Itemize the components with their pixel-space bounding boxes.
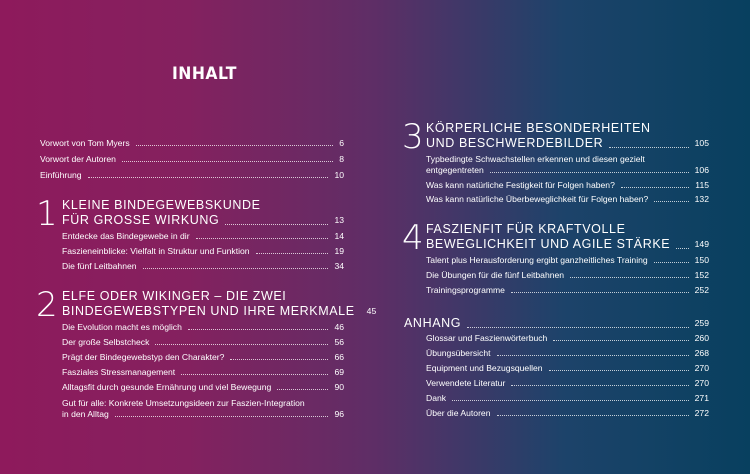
toc-entry-title: Glossar und Faszienwörterbuch xyxy=(426,333,548,343)
dot-leader xyxy=(155,344,328,345)
toc-entry-title: Equipment und Bezugsquellen xyxy=(426,363,543,373)
toc-page-number: 270 xyxy=(694,363,709,373)
dot-leader xyxy=(654,262,689,263)
toc-entry[interactable] xyxy=(62,352,344,363)
toc-entry-title: Die Evolution macht es möglich xyxy=(62,322,182,332)
toc-entry-title: Talent plus Herausforderung ergibt ganzheitliches Training xyxy=(426,255,648,265)
toc-entry[interactable] xyxy=(62,367,344,378)
appendix-title: ANHANG xyxy=(404,316,462,330)
toc-entry[interactable] xyxy=(426,285,709,296)
toc-entry-title: Einführung xyxy=(40,170,82,180)
chapter-title: FÜR GROSSE WIRKUNG xyxy=(62,213,220,227)
chapter-title-line-1[interactable] xyxy=(426,121,651,136)
toc-page-number: 66 xyxy=(334,352,344,362)
toc-page-number: 19 xyxy=(334,246,344,256)
toc-entry-title: Über die Autoren xyxy=(426,408,491,418)
chapter-title-line-1[interactable] xyxy=(426,222,626,237)
toc-page-number: 106 xyxy=(694,165,709,175)
toc-entry[interactable] xyxy=(62,246,344,257)
dot-leader xyxy=(256,253,329,254)
chapter-title: ELFE ODER WIKINGER – DIE ZWEI xyxy=(62,289,287,303)
toc-page-number: 105 xyxy=(694,138,709,148)
toc-entry[interactable] xyxy=(426,194,709,205)
dot-leader xyxy=(676,248,688,249)
dot-leader xyxy=(452,400,689,401)
toc-entry-title: Dank xyxy=(426,393,447,403)
toc-page-number: 8 xyxy=(339,154,344,164)
toc-entry-title: in den Alltag xyxy=(62,409,109,419)
dot-leader xyxy=(143,268,329,269)
toc-page-number: 152 xyxy=(694,270,709,280)
toc-page-number: 252 xyxy=(694,285,709,295)
toc-entry[interactable] xyxy=(426,348,709,359)
dot-leader xyxy=(230,359,328,360)
chapter-number: 4 xyxy=(402,218,424,258)
dot-leader xyxy=(497,415,689,416)
toc-entry[interactable] xyxy=(426,180,709,191)
dot-leader xyxy=(609,147,688,148)
toc-entry-title: Fasziales Stressmanagement xyxy=(62,367,176,377)
chapter-title-line-1[interactable] xyxy=(62,198,261,213)
toc-page-number: 132 xyxy=(694,194,709,204)
dot-leader xyxy=(553,340,688,341)
appendix-heading[interactable] xyxy=(404,316,709,331)
toc-entry-title: Faszieneinblicke: Vielfalt in Struktur und Funktion xyxy=(62,246,250,256)
dot-leader xyxy=(654,201,688,202)
toc-entry[interactable] xyxy=(426,363,709,374)
toc-entry[interactable] xyxy=(62,231,344,242)
chapter-title-line-1[interactable] xyxy=(62,289,286,304)
toc-page-number: 260 xyxy=(694,333,709,343)
toc-entry[interactable] xyxy=(62,409,344,420)
toc-entry-line-1[interactable] xyxy=(426,154,709,165)
toc-entry[interactable] xyxy=(426,255,709,266)
toc-entry[interactable] xyxy=(426,333,709,344)
toc-page-number: 69 xyxy=(334,367,344,377)
toc-page-number: 46 xyxy=(334,322,344,332)
toc-entry-title: Entdecke das Bindegewebe in dir xyxy=(62,231,190,241)
chapter-number: 3 xyxy=(402,117,424,157)
toc-entry[interactable] xyxy=(62,322,344,333)
toc-page-number: 34 xyxy=(334,261,344,271)
toc-entry[interactable] xyxy=(40,138,344,149)
dot-leader xyxy=(277,389,328,390)
dot-leader xyxy=(497,355,689,356)
dot-leader xyxy=(570,277,689,278)
toc-entry[interactable] xyxy=(62,382,344,393)
toc-entry-title: Die Übungen für die fünf Leitbahnen xyxy=(426,270,565,280)
toc-page-number: 13 xyxy=(334,215,344,225)
toc-entry-line-1[interactable] xyxy=(62,398,344,409)
dot-leader xyxy=(196,238,329,239)
toc-entry-title: Alltagsfit durch gesunde Ernährung und viel Bewegung xyxy=(62,382,272,392)
toc-entry-title: entgegentreten xyxy=(426,165,484,175)
dot-leader xyxy=(467,327,689,328)
toc-page-number: 10 xyxy=(334,170,344,180)
chapter-title: BEWEGLICHKEIT UND AGILE STÄRKE xyxy=(426,237,671,251)
toc-page-number: 150 xyxy=(694,255,709,265)
toc-entry[interactable] xyxy=(40,154,344,165)
toc-page-number: 272 xyxy=(694,408,709,418)
toc-page-number: 6 xyxy=(339,138,344,148)
toc-entry-title: Verwendete Literatur xyxy=(426,378,506,388)
toc-entry[interactable] xyxy=(426,378,709,389)
dot-leader xyxy=(621,187,689,188)
toc-page-number: 90 xyxy=(334,382,344,392)
chapter-heading[interactable] xyxy=(426,136,709,151)
toc-entry[interactable] xyxy=(426,393,709,404)
toc-page-number: 115 xyxy=(695,180,709,190)
chapter-heading[interactable] xyxy=(62,213,344,228)
dot-leader xyxy=(188,329,329,330)
dot-leader xyxy=(88,177,329,178)
chapter-title: UND BESCHWERDEBILDER xyxy=(426,136,604,150)
dot-leader xyxy=(136,145,334,146)
toc-entry-title: Trainingsprogramme xyxy=(426,285,505,295)
toc-entry-title: Was kann natürliche Festigkeit für Folgen haben? xyxy=(426,180,615,190)
chapter-heading[interactable] xyxy=(426,237,709,252)
toc-entry[interactable] xyxy=(426,408,709,419)
toc-entry-title: Die fünf Leitbahnen xyxy=(62,261,137,271)
chapter-title: KLEINE BINDEGEWEBSKUNDE xyxy=(62,198,261,212)
toc-entry[interactable] xyxy=(40,170,344,181)
chapter-number: 2 xyxy=(36,285,58,325)
toc-entry[interactable] xyxy=(426,270,709,281)
dot-leader xyxy=(511,292,689,293)
toc-entry-title: Was kann natürliche Überbeweglichkeit für Folgen haben? xyxy=(426,194,649,204)
toc-entry-title: Typbedingte Schwachstellen erkennen und diesen gezielt xyxy=(426,154,645,164)
chapter-title: FASZIENFIT FÜR KRAFTVOLLE xyxy=(426,222,626,236)
chapter-heading[interactable] xyxy=(62,304,377,319)
toc-page-number: 45 xyxy=(366,306,377,316)
page-title: INHALT xyxy=(172,64,237,84)
toc-page-number: 14 xyxy=(334,231,344,241)
toc-page-number: 149 xyxy=(694,239,709,249)
dot-leader xyxy=(115,416,329,417)
chapter-title: BINDEGEWEBSTYPEN UND IHRE MERKMALE xyxy=(62,304,355,318)
chapter-number: 1 xyxy=(36,194,58,234)
dot-leader xyxy=(181,374,328,375)
toc-page-number: 96 xyxy=(334,409,344,419)
toc-entry-title: Übungsübersicht xyxy=(426,348,491,358)
dot-leader xyxy=(549,370,689,371)
dot-leader xyxy=(511,385,688,386)
toc-entry[interactable] xyxy=(62,261,344,272)
toc-entry[interactable] xyxy=(62,337,344,348)
chapter-title: KÖRPERLICHE BESONDERHEITEN xyxy=(426,121,651,135)
toc-page-number: 259 xyxy=(694,318,709,328)
toc-entry-title: Gut für alle: Konkrete Umsetzungsideen zur Faszien-Integration xyxy=(62,398,305,408)
toc-page-number: 56 xyxy=(334,337,344,347)
toc-entry-title: Der große Selbstcheck xyxy=(62,337,150,347)
toc-page-number: 268 xyxy=(694,348,709,358)
toc-entry-title: Vorwort der Autoren xyxy=(40,154,116,164)
toc-page-number: 271 xyxy=(694,393,709,403)
toc-entry[interactable] xyxy=(426,165,709,176)
dot-leader xyxy=(225,224,328,225)
dot-leader xyxy=(490,172,689,173)
toc-entry-title: Prägt der Bindegewebstyp den Charakter? xyxy=(62,352,225,362)
dot-leader xyxy=(122,161,333,162)
toc-page-number: 270 xyxy=(694,378,709,388)
toc-entry-title: Vorwort von Tom Myers xyxy=(40,138,130,148)
